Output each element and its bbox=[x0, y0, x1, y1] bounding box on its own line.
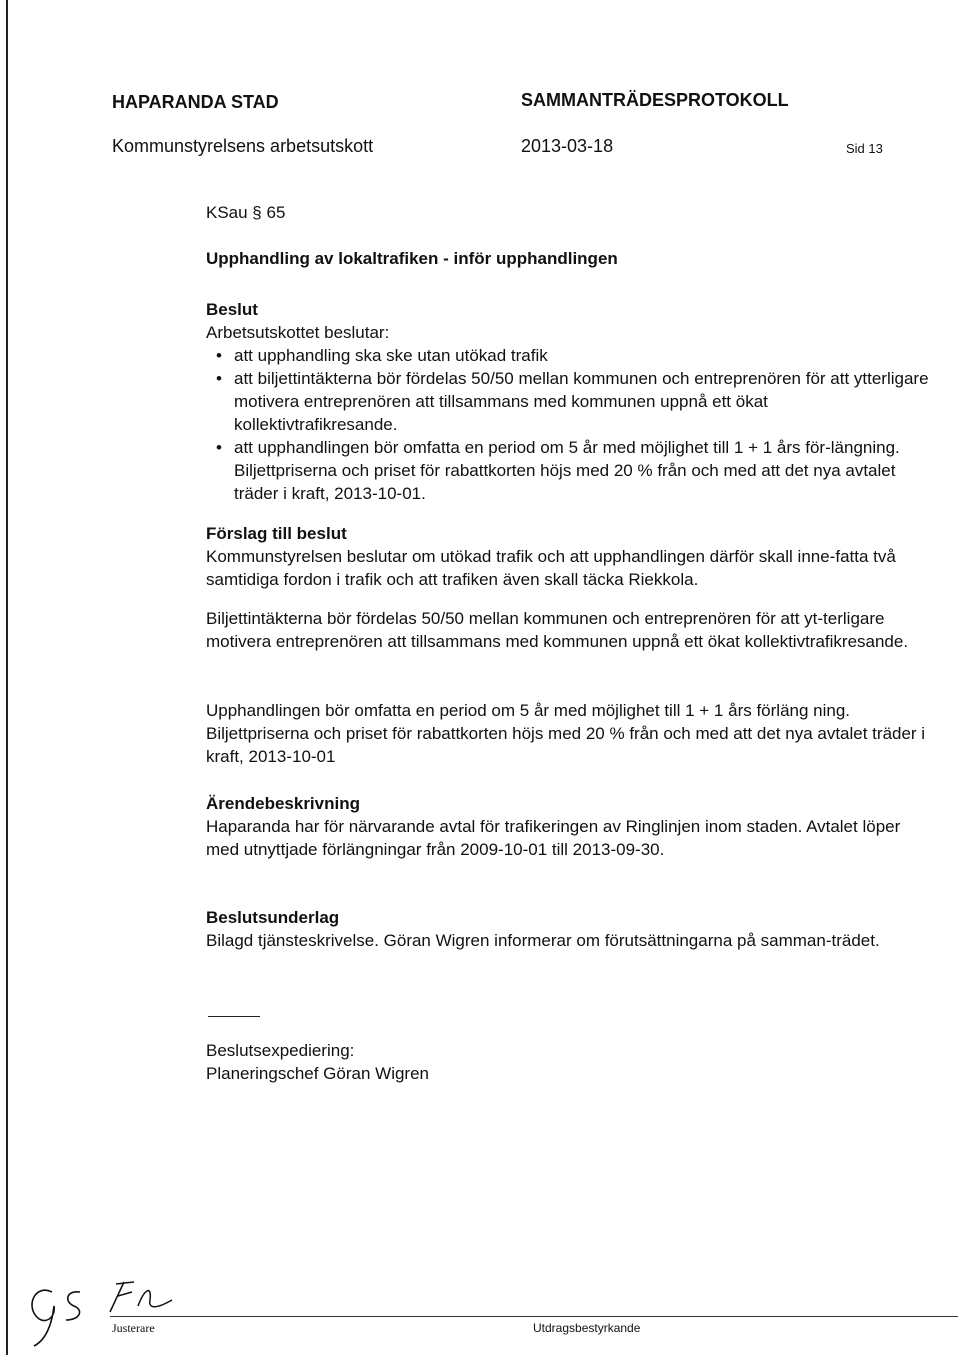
beslut-list bbox=[206, 344, 936, 505]
utdrag-label: Utdragsbestyrkande bbox=[533, 1321, 641, 1335]
signature-line bbox=[110, 1316, 958, 1317]
beslut-heading: Beslut bbox=[206, 300, 258, 319]
arende-section bbox=[206, 792, 936, 861]
meeting-date: 2013-03-18 bbox=[521, 136, 614, 156]
arende-heading: Ärendebeskrivning bbox=[206, 794, 360, 813]
forslag-heading: Förslag till beslut bbox=[206, 524, 347, 543]
list-item: • att biljettintäkterna bör fördelas 50/50 mellan kommunen och entreprenören för att ytterligare motivera entreprenören att tillsammans med kommunen uppnå ett ökat kollektivtrafikresande. bbox=[206, 367, 936, 436]
beslut-intro: Arbetsutskottet beslutar: bbox=[206, 323, 390, 342]
expediering-section bbox=[206, 1039, 936, 1085]
expediering-label: Beslutsexpediering: bbox=[206, 1041, 355, 1060]
forslag-paragraph: Biljettintäkterna bör fördelas 50/50 mellan kommunen och entreprenören för att yt-terligare motivera entreprenören att tillsammans med kommunen uppnå ett ökat kollektivtrafikresande. bbox=[206, 609, 909, 651]
underlag-section bbox=[206, 906, 936, 952]
forslag-section bbox=[206, 522, 936, 591]
arende-text: Haparanda har för närvarande avtal för trafikeringen av Ringlinjen inom staden. Avtalet löper med utnyttjade förlängningar från 2009-10-01 till 2013-09-30. bbox=[206, 817, 901, 859]
section-title: Upphandling av lokaltrafiken - inför upphandlingen bbox=[206, 249, 618, 268]
forslag-paragraph: Kommunstyrelsen beslutar om utökad trafik och att upphandlingen därför skall inne-fatta två samtidiga fordon i trafik och att trafiken även skall täcka Riekkola. bbox=[206, 547, 896, 589]
beslut-section bbox=[206, 298, 936, 505]
justerare-label: Justerare bbox=[112, 1321, 155, 1335]
forslag-paragraph-2 bbox=[206, 607, 936, 653]
underlag-heading: Beslutsunderlag bbox=[206, 908, 340, 927]
left-margin-rule bbox=[6, 0, 8, 1355]
list-item: • att upphandlingen bör omfatta en period om 5 år med möjlighet till 1 + 1 års för-längning. Biljettpriserna och priset för rabattkorten höjs med 20 % från och med att det nya avtalet träder i kraft, 2013-10-01. bbox=[206, 436, 936, 505]
org-name: HAPARANDA STAD bbox=[112, 92, 279, 112]
separator-line bbox=[208, 1016, 260, 1017]
expediering-recipient: Planeringschef Göran Wigren bbox=[206, 1064, 430, 1083]
handwritten-initials-signature bbox=[22, 1270, 182, 1350]
document-type: SAMMANTRÄDESPROTOKOLL bbox=[521, 90, 789, 110]
section-ref: KSau § 65 bbox=[206, 203, 286, 222]
underlag-text: Bilagd tjänsteskrivelse. Göran Wigren informerar om förutsättningarna på samman-trädet. bbox=[206, 931, 880, 950]
forslag-paragraph-3 bbox=[206, 699, 936, 768]
forslag-paragraph: Upphandlingen bör omfatta en period om 5 år med möjlighet till 1 + 1 års förläng ning. Biljettpriserna och priset för rabattkorten höjs med 20 % från och med att det nya avtalet träder i kraft, 2013-10-01 bbox=[206, 701, 926, 766]
page-number: Sid 13 bbox=[846, 141, 883, 156]
committee-name: Kommunstyrelsens arbetsutskott bbox=[112, 136, 374, 156]
list-item: • att upphandling ska ske utan utökad trafik bbox=[206, 344, 936, 367]
